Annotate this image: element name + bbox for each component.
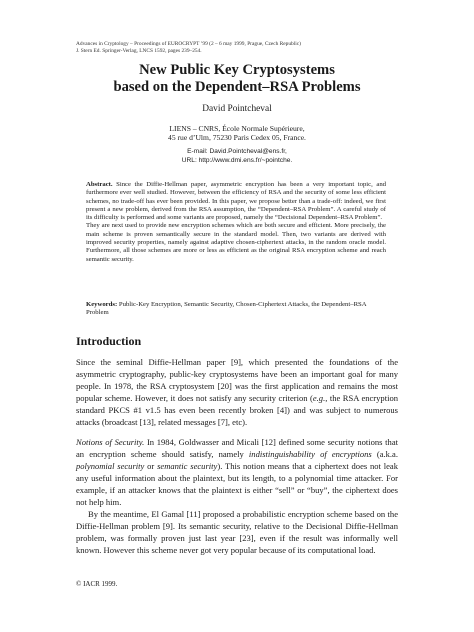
intro-paragraph-2 — [76, 436, 398, 509]
paper-title-line2: based on the Dependent–RSA Problems — [113, 79, 361, 95]
intro-p1-eg: e.g. — [312, 393, 326, 404]
intro-p1-rest: , the RSA encryption standard PKCS #1 v1.5 has even been recently broken [4]) and was subject to numerous attacks (broadcast [13], related messages [7], etc). — [76, 393, 398, 428]
keywords-text: Public-Key Encryption, Semantic Security, Chosen-Ciphertext Attacks, the Dependent–RSA Problem — [86, 301, 367, 317]
abstract — [86, 181, 386, 264]
intro-p2-text-b: (a.k.a. — [371, 448, 398, 459]
notions-of-security-label: Notions of Security. — [76, 436, 145, 447]
paper-title-line1: New Public Key Cryptosystems — [139, 62, 335, 78]
intro-paragraph-1 — [76, 356, 398, 429]
keywords-label: Keywords: — [86, 301, 118, 308]
polynomial-security-term: polynomial security — [76, 460, 145, 471]
publication-header-line1: Advances in Cryptology – Proceedings of EUROCRYPT ’99 (2 – 6 may 1999, Prague, Czech Republic) — [76, 41, 301, 47]
indistinguishability-term: indistinguishability of encryptions — [248, 448, 372, 459]
paper-title — [0, 62, 474, 96]
affiliation — [0, 124, 474, 142]
abstract-para2: They are next used to provide new encryption schemes which are both secure and efficient. More precisely, the main scheme is proven semantically secure in the standard model. Then, two variants are derived with improved security properties, namely against adaptive chosen-ciphertext attacks, in the random oracle model. Furthermore, all those schemes are more or less as efficient as the original RSA encryption scheme and reach semantic security. — [86, 222, 386, 263]
section-heading: Introduction — [76, 334, 142, 348]
intro-p1-text: Since the seminal Diffie-Hellman paper [9], which presented the foundations of the asymmetric cryptography, public-key cryptosystems have been an important goal for many people. In 1978, the RSA cryptosystem [20] was the first application and remains the most popular scheme. However, it does not satisfy any security criterion ( — [76, 357, 398, 404]
affiliation-line1: LIENS – CNRS, École Normale Supérieure, — [169, 124, 305, 133]
intro-p2-text-c: or — [144, 460, 158, 471]
keywords — [86, 301, 386, 318]
author-name: David Pointcheval — [202, 104, 272, 114]
affiliation-line2: 45 rue d’Ulm, 75230 Paris Cedex 05, France. — [168, 133, 306, 143]
copyright-notice: © IACR 1999. — [76, 580, 118, 588]
abstract-para1-text: Since the Diffie-Hellman paper, asymmetric encryption has been a very important topic, and furthermore ever well studied. However, between the efficiency of RSA and the security of some less efficient schemes, no trade-off has ever been provided. In this paper, we propose better than a trade-off: indeed, we first present a new problem, derived from the RSA assumption, the “Dependent–RSA Problem”. A careful study of its difficulty is performed and some variants are proposed, namely the “Decisional Dependent–RSA Problem”. — [86, 181, 387, 222]
semantic-security-term: semantic security — [157, 460, 218, 471]
contact-info — [0, 147, 474, 165]
abstract-label: Abstract. — [86, 181, 113, 188]
author-url: URL: http://www.dmi.ens.fr/~pointche. — [181, 157, 293, 165]
intro-p2-text-d: ). This notion means that a ciphertext does not leak any useful information about the plaintext, but its length, to a polynomial time attacker. For example, if an attacker knows that the plaintext is either “sell” or “buy”, the ciphertext does not help him. — [76, 460, 398, 508]
author-email: E-mail: David.Pointcheval@ens.fr, — [187, 148, 287, 155]
introduction-body — [76, 356, 398, 557]
intro-paragraph-3: By the meantime, El Gamal [11] proposed a probabilistic encryption scheme based on the Diffie-Hellman problem [9]. Its semantic security, relative to the Decisional Diffie-Hellman problem, was formally proven just last year [23], even if the result was informally well known. However this scheme never got very popular because of its computational load. — [76, 509, 398, 556]
abstract-para1 — [86, 181, 386, 222]
publication-header — [76, 41, 396, 55]
intro-p2-text-a: In 1984, Goldwasser and Micali [12] defined some security notions that an encryption scheme should satisfy, namely — [76, 436, 398, 459]
publication-header-line2: J. Stern Ed. Springer-Verlag, LNCS 1592, pages 239–254. — [76, 48, 202, 54]
